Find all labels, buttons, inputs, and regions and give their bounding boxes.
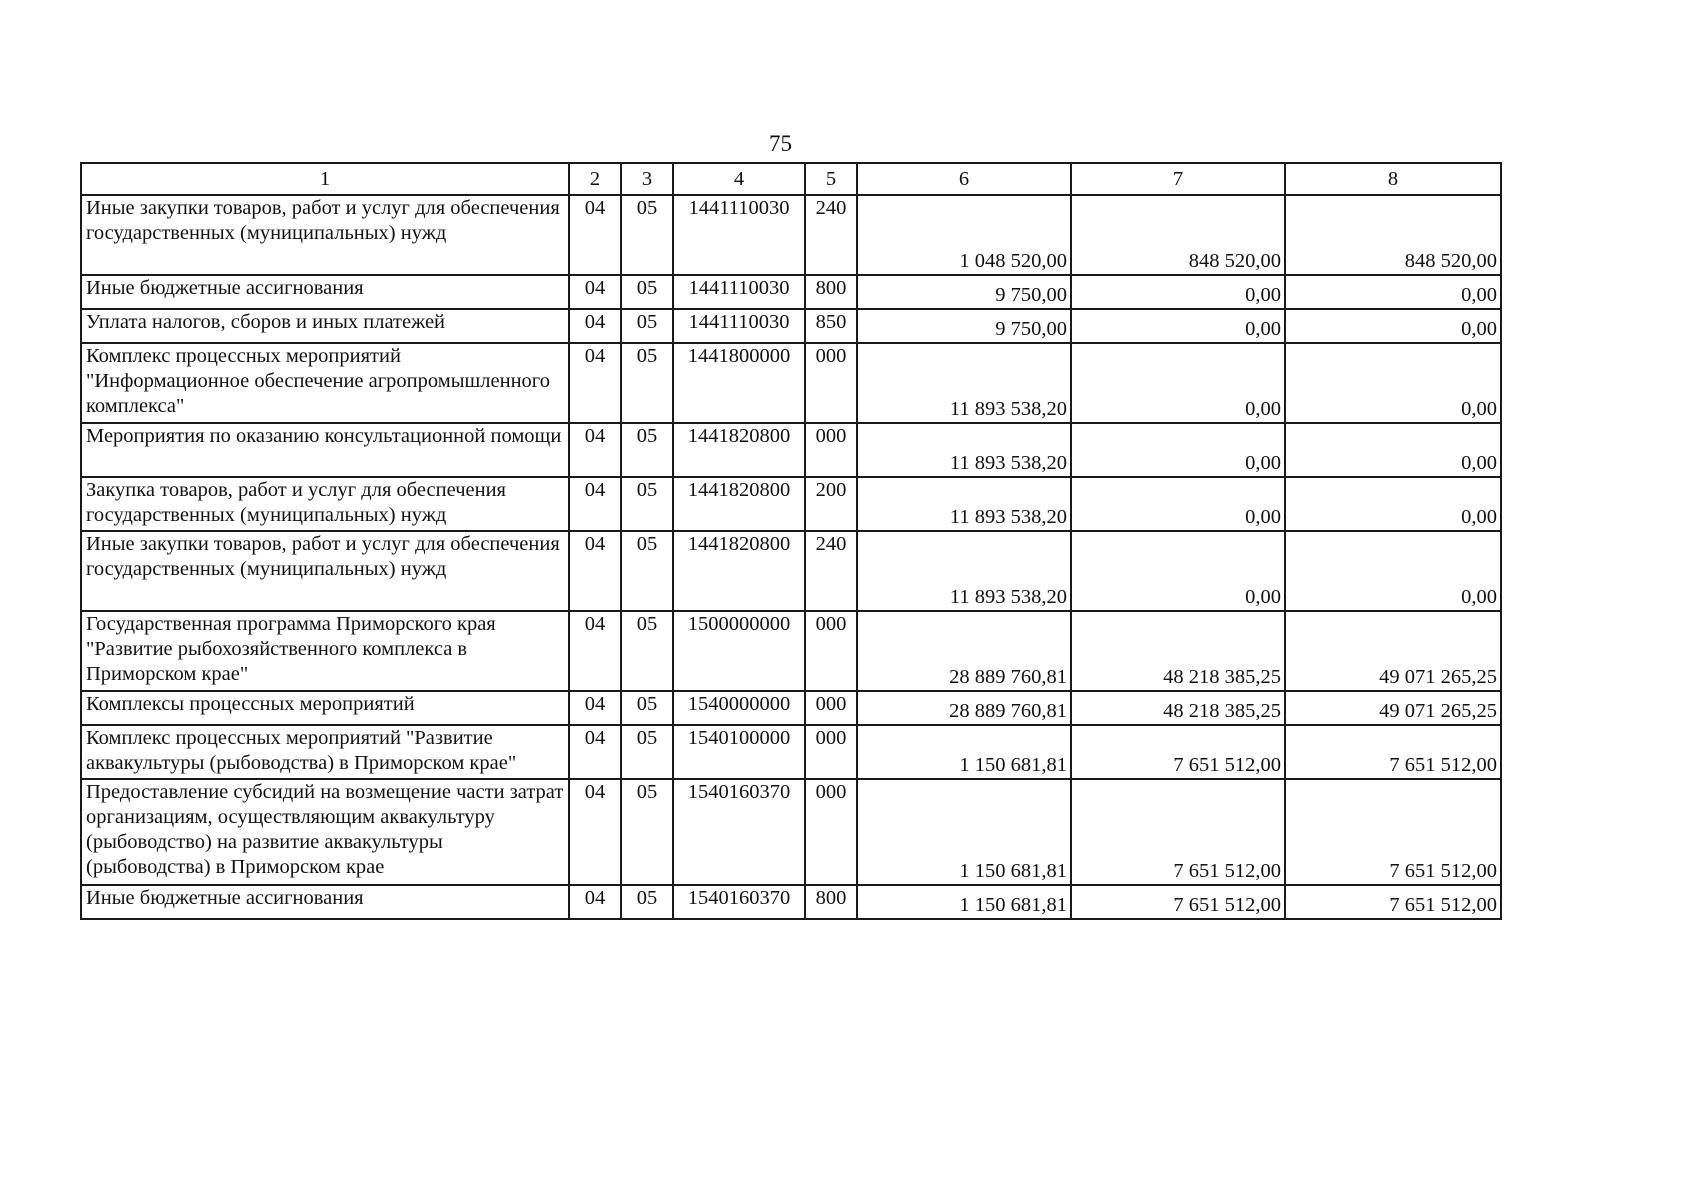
column-header: 4 bbox=[673, 163, 805, 195]
amount-col-6: 1 150 681,81 bbox=[857, 779, 1071, 885]
table-row bbox=[81, 611, 1501, 691]
amount-col-8: 0,00 bbox=[1285, 343, 1501, 423]
page-number: 75 bbox=[769, 131, 792, 156]
budget-table bbox=[80, 162, 1502, 920]
section-code: 04 bbox=[569, 531, 621, 611]
amount-col-6: 9 750,00 bbox=[857, 275, 1071, 309]
subsection-code: 05 bbox=[621, 275, 673, 309]
row-title: Иные закупки товаров, работ и услуг для обеспечения государственных (муниципальных) нужд bbox=[81, 531, 569, 611]
section-code: 04 bbox=[569, 195, 621, 275]
section-code: 04 bbox=[569, 309, 621, 343]
subsection-code: 05 bbox=[621, 691, 673, 725]
expense-type-code: 000 bbox=[805, 779, 857, 885]
section-code: 04 bbox=[569, 885, 621, 919]
amount-col-8: 7 651 512,00 bbox=[1285, 725, 1501, 779]
row-title: Закупка товаров, работ и услуг для обеспечения государственных (муниципальных) нужд bbox=[81, 477, 569, 531]
amount-col-8: 7 651 512,00 bbox=[1285, 779, 1501, 885]
amount-col-6: 11 893 538,20 bbox=[857, 423, 1071, 477]
table-row bbox=[81, 309, 1501, 343]
target-article-code: 1441110030 bbox=[673, 309, 805, 343]
row-title: Комплекс процессных мероприятий "Информационное обеспечение агропромышленного комплекса" bbox=[81, 343, 569, 423]
subsection-code: 05 bbox=[621, 725, 673, 779]
expense-type-code: 000 bbox=[805, 343, 857, 423]
amount-col-8: 7 651 512,00 bbox=[1285, 885, 1501, 919]
amount-col-6: 11 893 538,20 bbox=[857, 343, 1071, 423]
subsection-code: 05 bbox=[621, 531, 673, 611]
column-header: 8 bbox=[1285, 163, 1501, 195]
amount-col-7: 0,00 bbox=[1071, 309, 1285, 343]
target-article-code: 1441820800 bbox=[673, 423, 805, 477]
column-header: 3 bbox=[621, 163, 673, 195]
amount-col-8: 0,00 bbox=[1285, 531, 1501, 611]
expense-type-code: 240 bbox=[805, 531, 857, 611]
target-article-code: 1500000000 bbox=[673, 611, 805, 691]
table-row bbox=[81, 275, 1501, 309]
amount-col-6: 9 750,00 bbox=[857, 309, 1071, 343]
target-article-code: 1441820800 bbox=[673, 477, 805, 531]
column-header: 1 bbox=[81, 163, 569, 195]
column-header: 6 bbox=[857, 163, 1071, 195]
target-article-code: 1540100000 bbox=[673, 725, 805, 779]
amount-col-7: 48 218 385,25 bbox=[1071, 611, 1285, 691]
expense-type-code: 200 bbox=[805, 477, 857, 531]
row-title: Иные закупки товаров, работ и услуг для обеспечения государственных (муниципальных) нужд bbox=[81, 195, 569, 275]
column-header: 7 bbox=[1071, 163, 1285, 195]
amount-col-8: 0,00 bbox=[1285, 275, 1501, 309]
amount-col-6: 1 150 681,81 bbox=[857, 725, 1071, 779]
row-title: Комплекс процессных мероприятий "Развитие аквакультуры (рыбоводства) в Приморском крае" bbox=[81, 725, 569, 779]
section-code: 04 bbox=[569, 477, 621, 531]
subsection-code: 05 bbox=[621, 343, 673, 423]
target-article-code: 1540160370 bbox=[673, 885, 805, 919]
expense-type-code: 000 bbox=[805, 611, 857, 691]
expense-type-code: 000 bbox=[805, 725, 857, 779]
amount-col-7: 0,00 bbox=[1071, 275, 1285, 309]
target-article-code: 1441800000 bbox=[673, 343, 805, 423]
table-row bbox=[81, 343, 1501, 423]
amount-col-8: 49 071 265,25 bbox=[1285, 611, 1501, 691]
amount-col-6: 1 150 681,81 bbox=[857, 885, 1071, 919]
column-header: 2 bbox=[569, 163, 621, 195]
row-title: Комплексы процессных мероприятий bbox=[81, 691, 569, 725]
amount-col-7: 7 651 512,00 bbox=[1071, 885, 1285, 919]
target-article-code: 1441820800 bbox=[673, 531, 805, 611]
subsection-code: 05 bbox=[621, 423, 673, 477]
amount-col-8: 0,00 bbox=[1285, 423, 1501, 477]
table-row bbox=[81, 195, 1501, 275]
section-code: 04 bbox=[569, 725, 621, 779]
amount-col-7: 0,00 bbox=[1071, 477, 1285, 531]
table-row bbox=[81, 779, 1501, 885]
amount-col-7: 7 651 512,00 bbox=[1071, 779, 1285, 885]
amount-col-7: 7 651 512,00 bbox=[1071, 725, 1285, 779]
amount-col-8: 0,00 bbox=[1285, 309, 1501, 343]
section-code: 04 bbox=[569, 423, 621, 477]
expense-type-code: 800 bbox=[805, 885, 857, 919]
target-article-code: 1441110030 bbox=[673, 195, 805, 275]
subsection-code: 05 bbox=[621, 477, 673, 531]
expense-type-code: 000 bbox=[805, 691, 857, 725]
row-title: Иные бюджетные ассигнования bbox=[81, 885, 569, 919]
column-number-row bbox=[81, 163, 1501, 195]
amount-col-6: 11 893 538,20 bbox=[857, 531, 1071, 611]
amount-col-8: 848 520,00 bbox=[1285, 195, 1501, 275]
column-header: 5 bbox=[805, 163, 857, 195]
table-row bbox=[81, 423, 1501, 477]
target-article-code: 1540000000 bbox=[673, 691, 805, 725]
subsection-code: 05 bbox=[621, 885, 673, 919]
amount-col-7: 48 218 385,25 bbox=[1071, 691, 1285, 725]
subsection-code: 05 bbox=[621, 611, 673, 691]
subsection-code: 05 bbox=[621, 779, 673, 885]
table-row bbox=[81, 885, 1501, 919]
expense-type-code: 240 bbox=[805, 195, 857, 275]
table-row bbox=[81, 725, 1501, 779]
table-row bbox=[81, 477, 1501, 531]
row-title: Предоставление субсидий на возмещение части затрат организациям, осуществляющим аквакультуру (рыбоводство) на развитие аквакультуры (рыбоводства) в Приморском крае bbox=[81, 779, 569, 885]
amount-col-8: 49 071 265,25 bbox=[1285, 691, 1501, 725]
amount-col-6: 28 889 760,81 bbox=[857, 691, 1071, 725]
target-article-code: 1441110030 bbox=[673, 275, 805, 309]
section-code: 04 bbox=[569, 779, 621, 885]
table-row bbox=[81, 691, 1501, 725]
row-title: Мероприятия по оказанию консультационной помощи bbox=[81, 423, 569, 477]
amount-col-7: 848 520,00 bbox=[1071, 195, 1285, 275]
expense-type-code: 000 bbox=[805, 423, 857, 477]
subsection-code: 05 bbox=[621, 195, 673, 275]
section-code: 04 bbox=[569, 611, 621, 691]
row-title: Уплата налогов, сборов и иных платежей bbox=[81, 309, 569, 343]
amount-col-7: 0,00 bbox=[1071, 531, 1285, 611]
amount-col-7: 0,00 bbox=[1071, 343, 1285, 423]
amount-col-6: 11 893 538,20 bbox=[857, 477, 1071, 531]
section-code: 04 bbox=[569, 275, 621, 309]
table-row bbox=[81, 531, 1501, 611]
subsection-code: 05 bbox=[621, 309, 673, 343]
amount-col-7: 0,00 bbox=[1071, 423, 1285, 477]
row-title: Иные бюджетные ассигнования bbox=[81, 275, 569, 309]
expense-type-code: 850 bbox=[805, 309, 857, 343]
row-title: Государственная программа Приморского края "Развитие рыбохозяйственного комплекса в Приморском крае" bbox=[81, 611, 569, 691]
section-code: 04 bbox=[569, 691, 621, 725]
section-code: 04 bbox=[569, 343, 621, 423]
amount-col-8: 0,00 bbox=[1285, 477, 1501, 531]
amount-col-6: 28 889 760,81 bbox=[857, 611, 1071, 691]
target-article-code: 1540160370 bbox=[673, 779, 805, 885]
expense-type-code: 800 bbox=[805, 275, 857, 309]
amount-col-6: 1 048 520,00 bbox=[857, 195, 1071, 275]
